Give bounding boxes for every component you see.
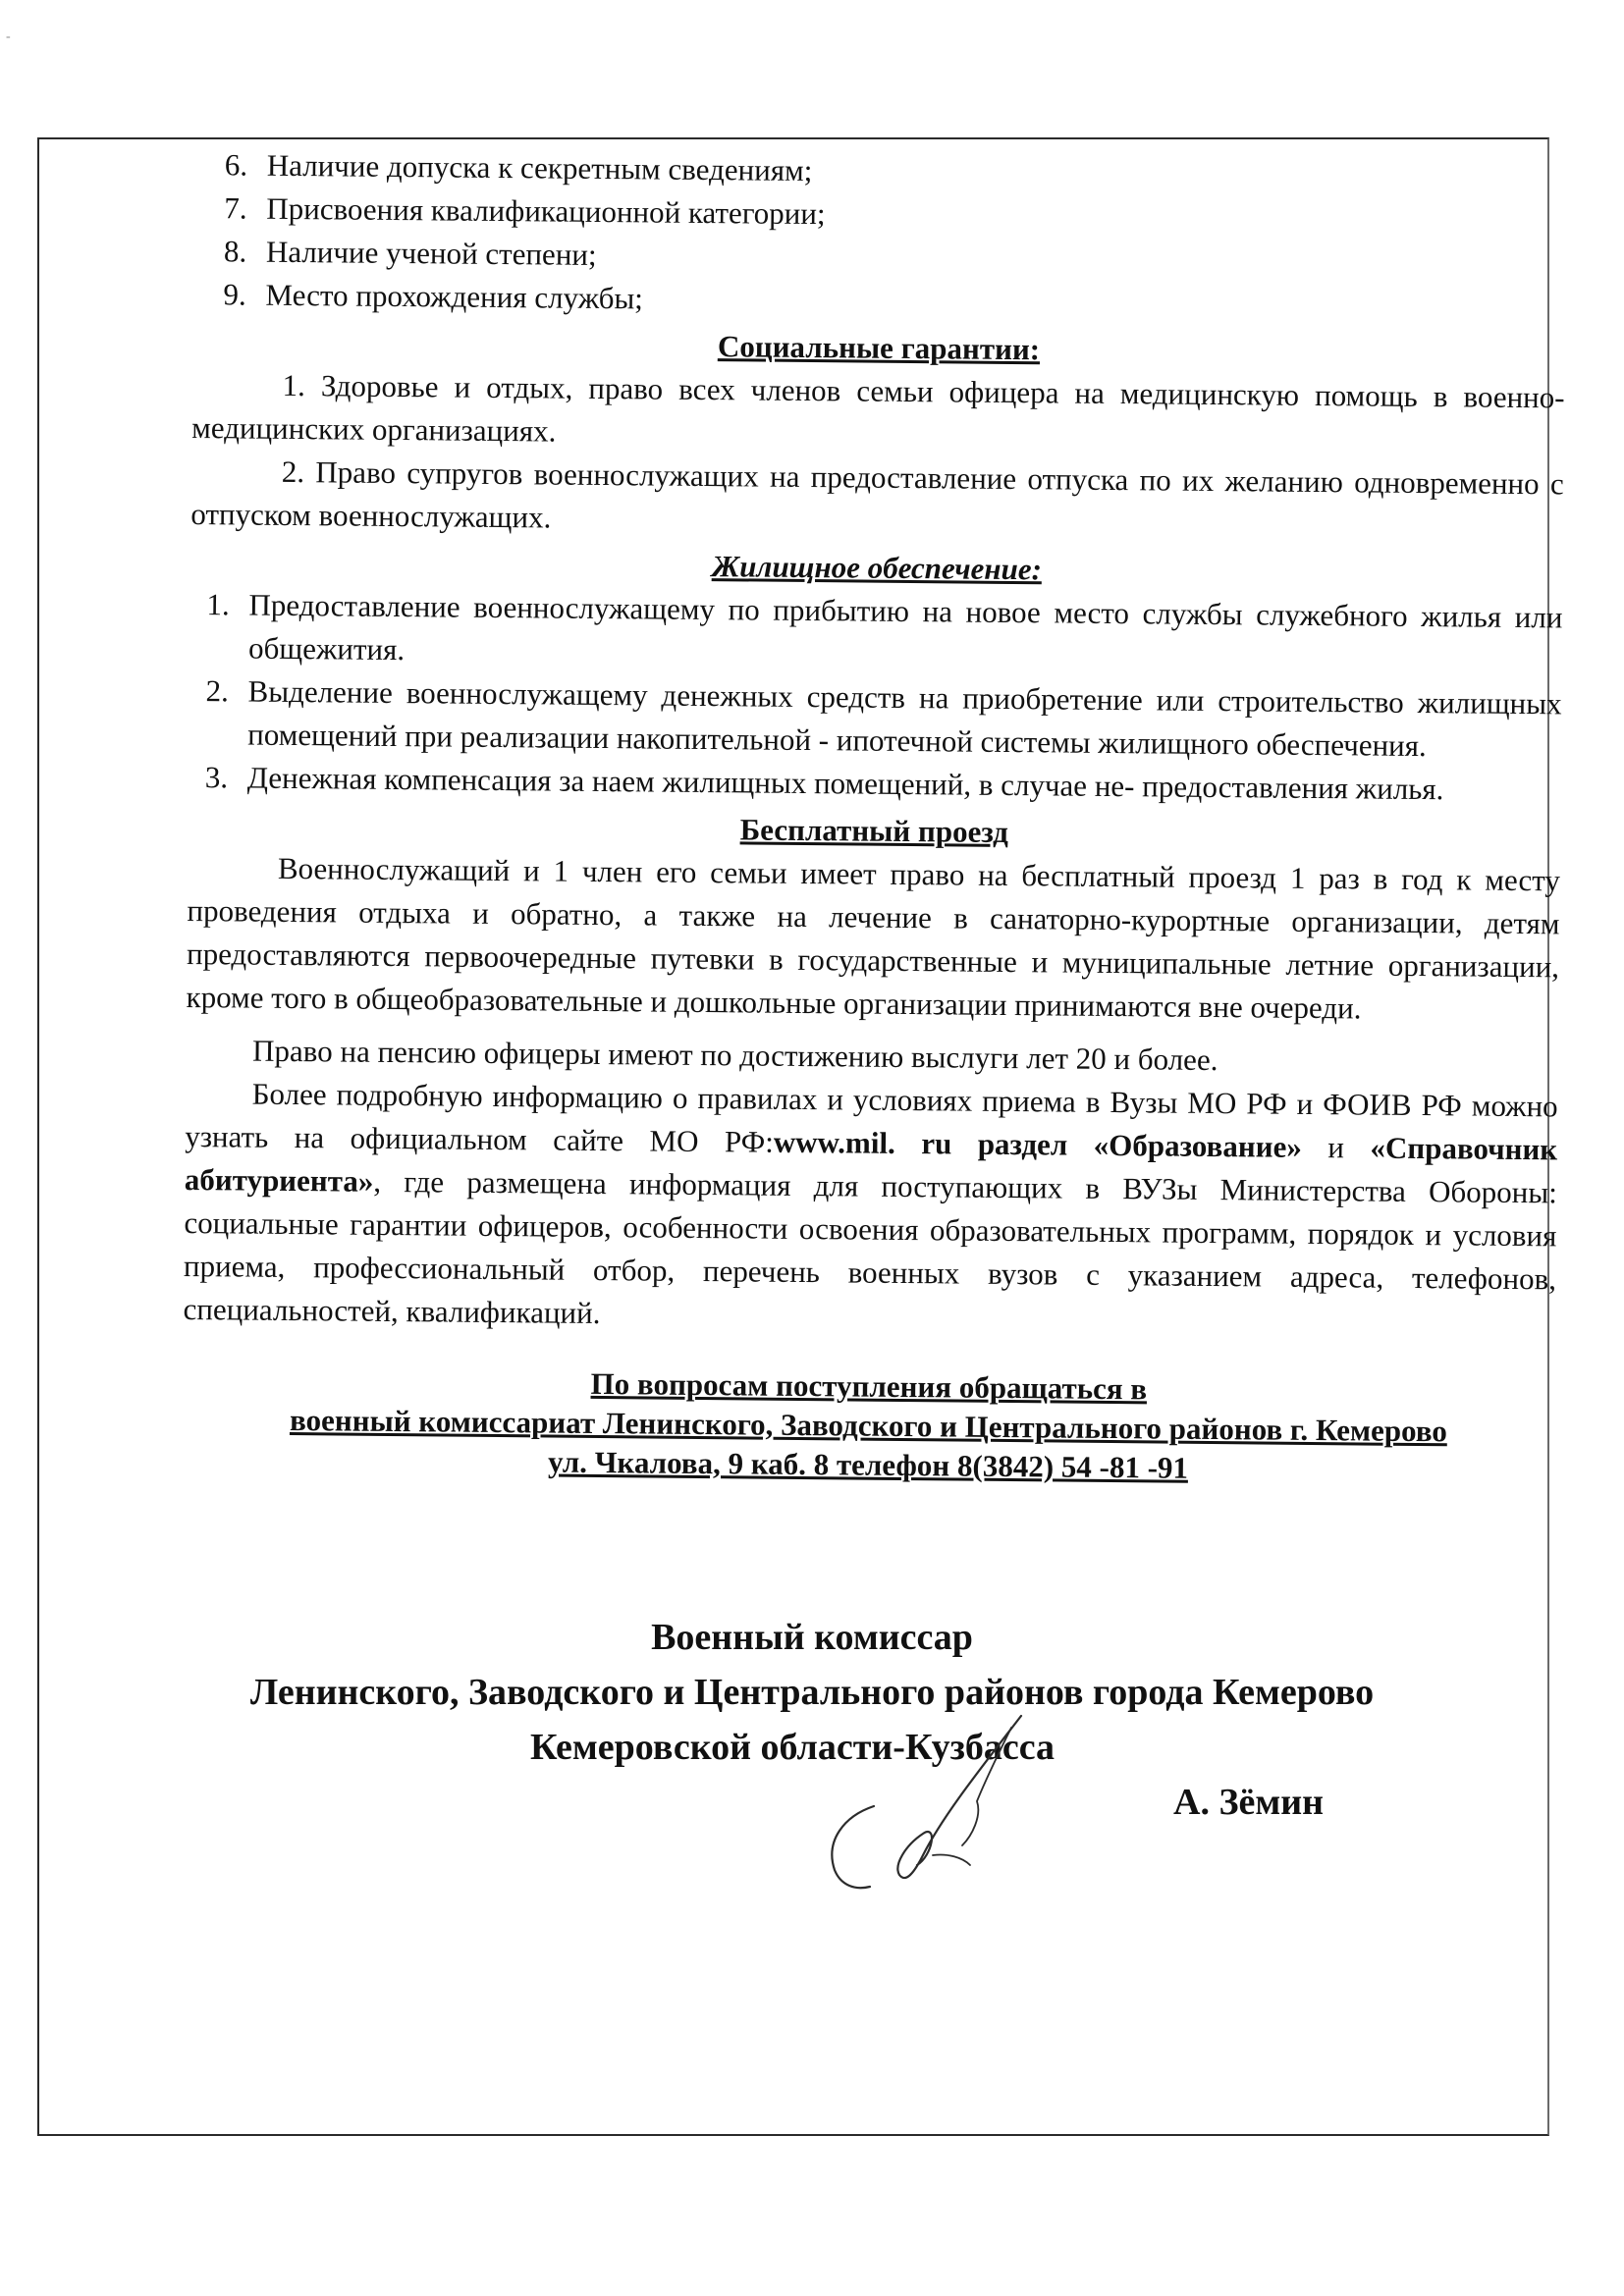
- travel-paragraph: Военнослужащий и 1 член его семьи имеет право на бесплатный проезд 1 раз в год к месту проведения отдыха и обратно, а также на лечение в санаторно-курортные организации, детям предоставляются первоочередные путевки в государственные и муниципальные летние организации, кроме того в общеобразовательные и дошкольные организации принимаются вне очереди.: [186, 850, 1561, 1026]
- list-item: 8. Наличие ученой степени;: [254, 231, 1566, 287]
- info-text-and: и: [1301, 1129, 1371, 1165]
- handwritten-signature: [815, 1708, 1070, 1895]
- social-guarantees-heading: Социальные гарантии:: [717, 329, 1041, 367]
- list-item: 6. Наличие допуска к секретным сведениям;: [255, 144, 1567, 200]
- social-paragraph-2: 2. Право супругов военнослужащих на предоставление отпуска по их желанию одновременно с отпуском военнослужащих.: [190, 454, 1564, 535]
- pension-paragraph: Право на пенсию офицеры имеют по достижению выслуги лет 20 и более.: [251, 1033, 1218, 1078]
- free-travel-heading: Бесплатный проезд: [739, 812, 1009, 849]
- document-body: [182, 143, 1567, 1491]
- signatory-name: А. Зёмин: [1173, 1782, 1325, 1823]
- info-text-start: Более подробную информацию о правилах и условиях приема в Вузы МО РФ и ФОИВ РФ можно узнать на официальном сайте МО РФ:: [185, 1076, 1558, 1159]
- requirements-list: [192, 143, 1567, 329]
- info-paragraph: [183, 1072, 1557, 1344]
- contacts-line-3: ул. Чкалова, 9 каб. 8 телефон 8(3842) 54 -81 -91: [547, 1444, 1189, 1485]
- list-item: 1. Предоставление военнослужащему по прибытию на новое место службы служебного жилья или общежития.: [237, 583, 1563, 682]
- housing-list: [189, 583, 1563, 812]
- list-item: 7. Присвоения квалификационной категории;: [254, 187, 1566, 243]
- contacts-line-2: военный комиссариат Ленинского, Заводского и Центрального районов г. Кемерово: [289, 1402, 1448, 1449]
- signatory-region: Кемеровской области-Кузбасса: [529, 1727, 1056, 1768]
- website-reference: www.mil. ru раздел «Образование»: [773, 1124, 1303, 1164]
- list-item: 9. Место прохождения службы;: [253, 274, 1565, 330]
- contacts-block: [182, 1361, 1555, 1491]
- housing-heading: Жилищное обеспечение:: [711, 549, 1043, 587]
- signatory-district: Ленинского, Заводского и Центрального районов города Кемерово: [249, 1672, 1375, 1713]
- signatory-title: Военный комиссар: [651, 1617, 973, 1658]
- info-text-end: , где размещена информация для поступающих в ВУЗы Министерства Обороны: социальные гарантии офицеров, особенности освоения образовательных программ, порядок и условия приема, профессиональный отбор, перечень военных вузов с указанием адреса, телефонов, специальностей, квалификаций.: [183, 1163, 1557, 1331]
- list-item: 2. Выделение военнослужащему денежных средств на приобретение или строительство жилищных помещений при реализации накопительной - ипотечной системы жилищного обеспечения.: [236, 669, 1562, 769]
- social-paragraph-1: 1. Здоровье и отдых, право всех членов семьи офицера на медицинскую помощь в военно-медицинских организациях.: [191, 367, 1565, 449]
- scan-speck: ‐: [6, 29, 11, 44]
- signature-block: [0, 1610, 1624, 1823]
- applicant-guide-reference: «Справочник абитуриента»: [184, 1130, 1558, 1199]
- contacts-line-1: По вопросам поступления обращаться в: [590, 1365, 1148, 1407]
- list-item: 3. Денежная компенсация за наем жилищных помещений, в случае не- предоставления жилья.: [236, 756, 1561, 812]
